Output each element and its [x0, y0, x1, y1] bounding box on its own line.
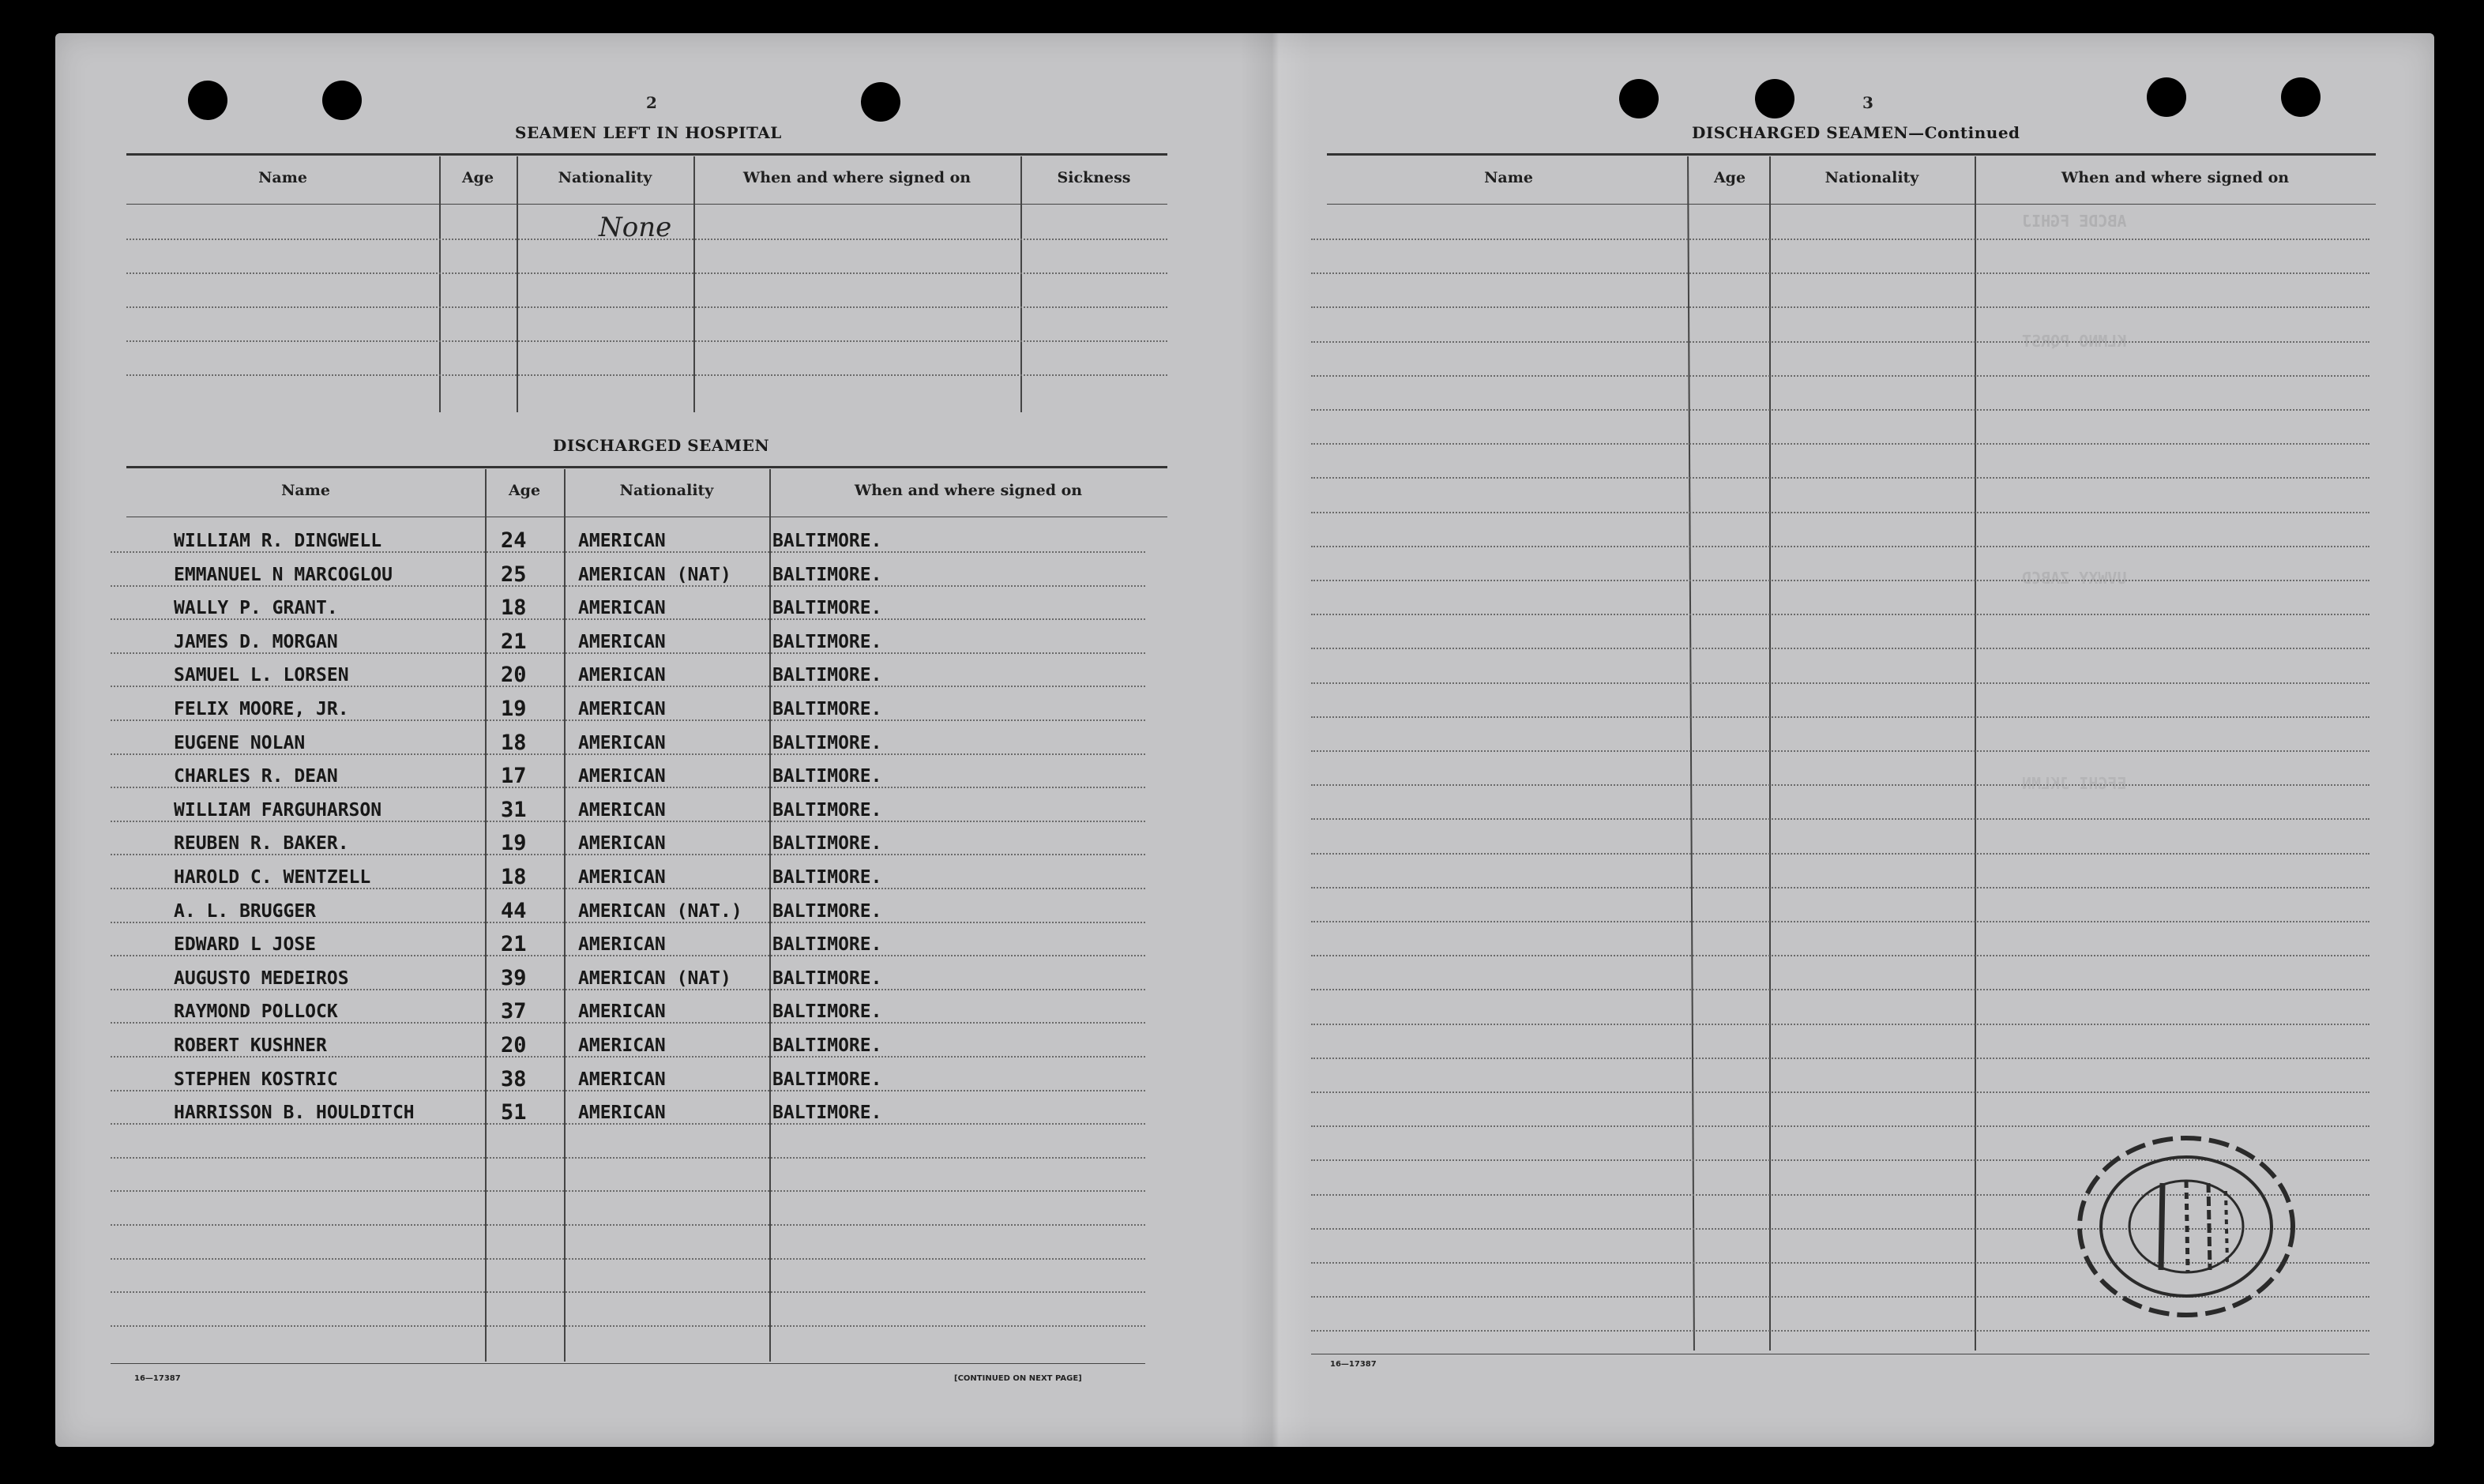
- row-line: [1311, 955, 2369, 956]
- right-col-age: Age: [1713, 169, 1746, 186]
- row-line: [1311, 272, 2369, 274]
- seaman-name: EMMANUEL N MARCOGLOU: [174, 564, 393, 585]
- discharged-top-rule: [126, 466, 1167, 468]
- seaman-age: 44: [501, 898, 527, 923]
- seaman-nationality: AMERICAN (NAT): [578, 967, 731, 989]
- hospital-col-signed-on: When and where signed on: [742, 169, 971, 186]
- seaman-name: WILLIAM FARGUHARSON: [174, 799, 382, 821]
- discharged-divider: [769, 469, 771, 1362]
- punch-hole: [2147, 77, 2186, 117]
- seaman-name: SAMUEL L. LORSEN: [174, 665, 349, 686]
- row-line: [111, 585, 1145, 587]
- seaman-name: FELIX MOORE, JR.: [174, 699, 349, 719]
- row-line: [1311, 477, 2369, 479]
- row-line: [111, 821, 1145, 822]
- hospital-top-rule: [126, 153, 1167, 156]
- seaman-signed-on: BALTIMORE.: [772, 1001, 882, 1023]
- row-line: [1311, 1058, 2369, 1059]
- seaman-name: REUBEN R. BAKER.: [174, 833, 349, 855]
- hospital-col-nationality: Nationality: [558, 169, 652, 186]
- seaman-nationality: AMERICAN: [578, 732, 666, 753]
- seaman-age: 31: [501, 797, 527, 822]
- row-line: [126, 306, 1167, 308]
- row-line: [111, 618, 1145, 620]
- seaman-name: STEPHEN KOSTRIC: [174, 1069, 338, 1090]
- seaman-age: 20: [501, 663, 527, 688]
- seaman-signed-on: BALTIMORE.: [772, 967, 882, 989]
- row-line: [1311, 716, 2369, 718]
- seaman-signed-on: BALTIMORE.: [772, 631, 882, 652]
- hospital-col-name: Name: [258, 169, 307, 186]
- discharged-col-age: Age: [508, 482, 541, 499]
- page-fold: [1240, 33, 1311, 1447]
- seaman-signed-on: BALTIMORE.: [772, 732, 882, 753]
- seaman-name: ROBERT KUSHNER: [174, 1035, 327, 1056]
- seaman-signed-on: BALTIMORE.: [772, 1069, 882, 1090]
- row-line: [1311, 682, 2369, 684]
- row-line: [1311, 306, 2369, 308]
- punch-hole: [2281, 77, 2321, 117]
- seaman-nationality: AMERICAN: [578, 867, 666, 888]
- row-line: [1311, 853, 2369, 855]
- row-line: [1311, 239, 2369, 240]
- seaman-age: 18: [501, 595, 527, 621]
- seaman-name: HAROLD C. WENTZELL: [174, 867, 371, 888]
- row-line: [111, 1258, 1145, 1260]
- row-line: [1311, 1091, 2369, 1093]
- row-line: [126, 272, 1167, 274]
- discharged-section-title: DISCHARGED SEAMEN: [553, 436, 770, 455]
- seaman-nationality: AMERICAN: [578, 934, 666, 956]
- seaman-age: 19: [501, 697, 527, 721]
- hospital-section-title: SEAMEN LEFT IN HOSPITAL: [515, 123, 782, 142]
- left-bottom-rule: [111, 1363, 1145, 1364]
- seaman-nationality: AMERICAN: [578, 1035, 666, 1056]
- row-line: [111, 1022, 1145, 1024]
- seaman-nationality: AMERICAN (NAT): [578, 564, 731, 585]
- seaman-nationality: AMERICAN: [578, 631, 666, 652]
- row-line: [111, 854, 1145, 855]
- row-line: [1311, 887, 2369, 889]
- row-line: [111, 888, 1145, 889]
- discharged-col-name: Name: [281, 482, 330, 499]
- seaman-name: HARRISSON B. HOULDITCH: [174, 1103, 415, 1124]
- form-code-left: 16—17387: [134, 1374, 181, 1383]
- continued-note: [CONTINUED ON NEXT PAGE]: [954, 1374, 1082, 1383]
- seaman-name: WILLIAM R. DINGWELL: [174, 531, 382, 551]
- row-line: [111, 686, 1145, 687]
- row-line: [111, 922, 1145, 923]
- bleed-through: KLMNO PQRST: [2022, 332, 2127, 351]
- seaman-signed-on: BALTIMORE.: [772, 598, 882, 619]
- seaman-name: AUGUSTO MEDEIROS: [174, 967, 349, 989]
- seaman-signed-on: BALTIMORE.: [772, 665, 882, 686]
- row-line: [126, 340, 1167, 342]
- punch-hole: [188, 81, 227, 120]
- row-line: [111, 1325, 1145, 1327]
- bleed-through: UVWXY ZABCD: [2022, 569, 2127, 588]
- right-header-rule: [1327, 204, 2376, 205]
- row-line: [1311, 1024, 2369, 1025]
- seaman-signed-on: BALTIMORE.: [772, 1035, 882, 1056]
- seaman-nationality: AMERICAN: [578, 699, 666, 719]
- seaman-age: 18: [501, 730, 527, 755]
- seaman-name: EDWARD L JOSE: [174, 934, 317, 956]
- right-section-title: DISCHARGED SEAMEN—Continued: [1692, 123, 2020, 142]
- row-line: [111, 1190, 1145, 1192]
- seaman-signed-on: BALTIMORE.: [772, 867, 882, 888]
- bleed-through: EFGHI JKLMN: [2022, 774, 2127, 793]
- seaman-age: 17: [501, 764, 527, 789]
- seaman-name: A. L. BRUGGER: [174, 900, 317, 922]
- seaman-nationality: AMERICAN: [578, 531, 666, 551]
- seaman-signed-on: BALTIMORE.: [772, 766, 882, 787]
- seaman-age: 21: [501, 629, 527, 654]
- row-line: [1311, 580, 2369, 581]
- seaman-nationality: AMERICAN: [578, 1069, 666, 1090]
- seaman-nationality: AMERICAN: [578, 766, 666, 787]
- seaman-age: 51: [501, 1100, 527, 1125]
- seaman-signed-on: BALTIMORE.: [772, 934, 882, 956]
- page-number-left: 2: [646, 93, 657, 112]
- seaman-nationality: AMERICAN: [578, 1001, 666, 1023]
- row-line: [1311, 614, 2369, 615]
- punch-hole: [322, 81, 362, 120]
- punch-hole: [1619, 79, 1659, 118]
- seaman-signed-on: BALTIMORE.: [772, 1103, 882, 1124]
- row-line: [1311, 784, 2369, 786]
- hospital-entry: None: [599, 212, 672, 243]
- seaman-nationality: AMERICAN: [578, 1103, 666, 1124]
- row-line: [1311, 443, 2369, 445]
- row-line: [126, 374, 1167, 376]
- row-line: [111, 753, 1145, 755]
- seaman-age: 19: [501, 831, 527, 856]
- seaman-name: EUGENE NOLAN: [174, 732, 306, 753]
- row-line: [111, 787, 1145, 788]
- seaman-age: 21: [501, 932, 527, 957]
- row-line: [111, 1157, 1145, 1159]
- seaman-nationality: AMERICAN: [578, 833, 666, 855]
- row-line: [111, 1123, 1145, 1125]
- seaman-age: 37: [501, 999, 527, 1024]
- right-divider: [1769, 156, 1771, 1351]
- discharged-divider: [564, 469, 566, 1362]
- punch-hole: [1755, 79, 1794, 118]
- seaman-signed-on: BALTIMORE.: [772, 531, 882, 551]
- seaman-nationality: AMERICAN (NAT.): [578, 900, 742, 922]
- stamp-seal: [2068, 1120, 2321, 1333]
- row-line: [111, 1291, 1145, 1293]
- seaman-age: 20: [501, 1033, 527, 1058]
- row-line: [111, 719, 1145, 721]
- row-line: [1311, 648, 2369, 649]
- seaman-nationality: AMERICAN: [578, 598, 666, 619]
- page-number-right: 3: [1862, 93, 1873, 112]
- discharged-divider: [485, 469, 487, 1362]
- row-line: [1311, 921, 2369, 922]
- row-line: [1311, 512, 2369, 513]
- bleed-through: ABCDE FGHIJ: [2022, 212, 2127, 231]
- seaman-age: 39: [501, 965, 527, 990]
- row-line: [111, 1090, 1145, 1091]
- row-line: [111, 652, 1145, 654]
- form-code-right: 16—17387: [1330, 1360, 1377, 1369]
- seaman-nationality: AMERICAN: [578, 799, 666, 821]
- right-col-nationality: Nationality: [1824, 169, 1919, 186]
- seaman-signed-on: BALTIMORE.: [772, 564, 882, 585]
- right-col-signed-on: When and where signed on: [2061, 169, 2290, 186]
- seaman-name: RAYMOND POLLOCK: [174, 1001, 338, 1023]
- row-line: [1311, 546, 2369, 547]
- seaman-age: 24: [501, 528, 527, 553]
- punch-hole: [861, 82, 900, 122]
- seaman-nationality: AMERICAN: [578, 665, 666, 686]
- seaman-signed-on: BALTIMORE.: [772, 833, 882, 855]
- row-line: [1311, 341, 2369, 343]
- row-line: [111, 551, 1145, 553]
- right-top-rule: [1327, 153, 2376, 156]
- row-line: [1311, 989, 2369, 990]
- right-col-name: Name: [1484, 169, 1533, 186]
- discharged-col-nationality: Nationality: [619, 482, 714, 499]
- hospital-col-age: Age: [461, 169, 494, 186]
- seaman-name: JAMES D. MORGAN: [174, 631, 338, 652]
- seaman-name: WALLY P. GRANT.: [174, 598, 338, 619]
- seaman-signed-on: BALTIMORE.: [772, 900, 882, 922]
- row-line: [111, 1224, 1145, 1226]
- row-line: [1311, 375, 2369, 377]
- row-line: [1311, 409, 2369, 411]
- row-line: [111, 989, 1145, 990]
- row-line: [111, 955, 1145, 956]
- seaman-signed-on: BALTIMORE.: [772, 799, 882, 821]
- seaman-age: 38: [501, 1066, 527, 1091]
- hospital-col-sickness: Sickness: [1057, 169, 1131, 186]
- discharged-col-signed-on: When and where signed on: [854, 482, 1083, 499]
- seaman-name: CHARLES R. DEAN: [174, 766, 338, 787]
- seaman-signed-on: BALTIMORE.: [772, 699, 882, 719]
- right-divider: [1975, 156, 1976, 1351]
- row-line: [111, 1056, 1145, 1058]
- hospital-header-rule: [126, 204, 1167, 205]
- row-line: [1311, 818, 2369, 820]
- row-line: [1311, 750, 2369, 752]
- seaman-age: 25: [501, 562, 527, 587]
- seaman-age: 18: [501, 865, 527, 889]
